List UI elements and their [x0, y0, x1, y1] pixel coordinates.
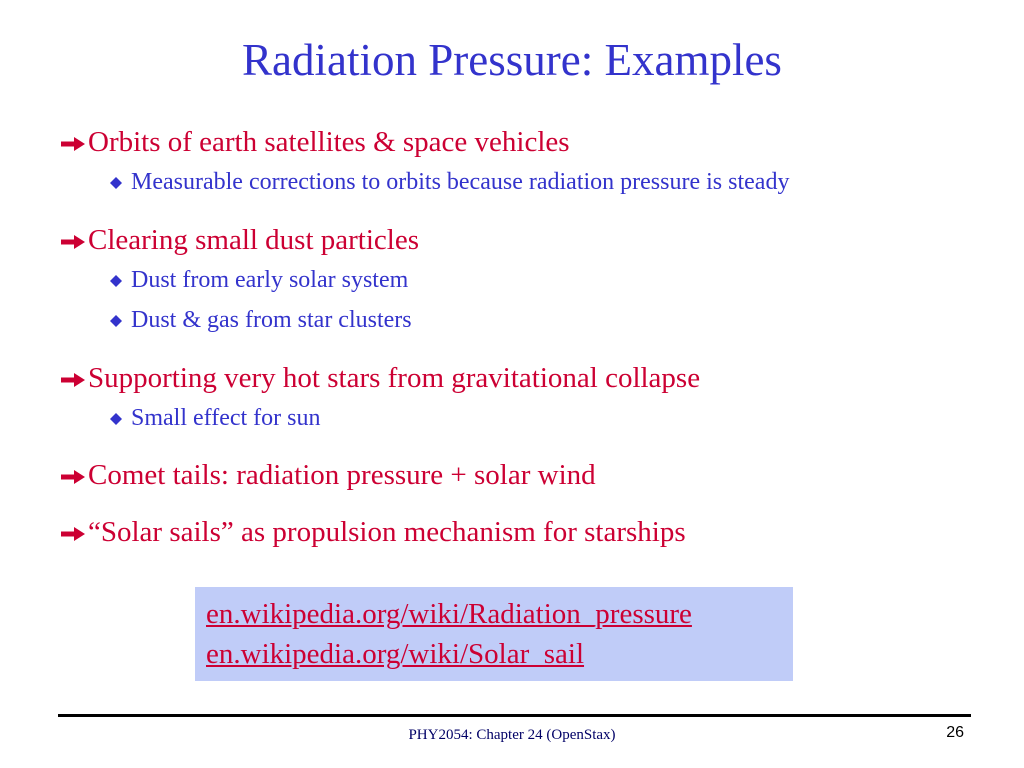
sub-bullet-line: [56, 162, 996, 202]
bullet-text: Comet tails: radiation pressure + solar wind: [88, 459, 596, 491]
reference-links-box: [195, 587, 793, 681]
sub-bullet-text: Measurable corrections to orbits because radiation pressure is steady: [131, 169, 790, 195]
diamond-icon: [110, 413, 122, 425]
bullet-line: [56, 455, 996, 495]
bullet-item-solar-sails: [56, 512, 996, 552]
bullet-text: “Solar sails” as propulsion mechanism for starships: [88, 516, 686, 548]
bullet-line: [56, 358, 996, 398]
diamond-icon: [110, 177, 122, 189]
bullet-item-orbits: [56, 122, 996, 202]
right-arrow-icon: [60, 469, 86, 485]
solar-sail-link[interactable]: en.wikipedia.org/wiki/Solar_sail: [206, 638, 585, 670]
diamond-icon: [110, 275, 122, 287]
bullet-line: [56, 512, 996, 552]
page-number: 26: [946, 724, 964, 741]
bullet-line: [56, 220, 996, 260]
sub-bullet-line: [56, 260, 996, 300]
sub-bullet-line: [56, 398, 996, 438]
diamond-icon: [110, 315, 122, 327]
bullet-text: Orbits of earth satellites & space vehicles: [88, 126, 570, 158]
bullet-item-comet: [56, 455, 996, 495]
sub-bullet-line: [56, 300, 996, 340]
bullet-line: [56, 122, 996, 162]
bullet-item-stars: [56, 358, 996, 438]
right-arrow-icon: [60, 526, 86, 542]
sub-bullet-text: Dust & gas from star clusters: [131, 307, 412, 333]
right-arrow-icon: [60, 372, 86, 388]
bullet-list: [56, 122, 996, 552]
bullet-item-dust: [56, 220, 996, 340]
right-arrow-icon: [60, 136, 86, 152]
sub-bullet-text: Dust from early solar system: [131, 267, 409, 293]
bullet-text: Supporting very hot stars from gravitational collapse: [88, 362, 701, 394]
slide-title: Radiation Pressure: Examples: [242, 35, 782, 85]
radiation-pressure-link[interactable]: en.wikipedia.org/wiki/Radiation_pressure: [206, 598, 692, 630]
bullet-text: Clearing small dust particles: [88, 224, 420, 256]
sub-bullet-text: Small effect for sun: [131, 405, 321, 431]
right-arrow-icon: [60, 234, 86, 250]
footer-course-label: PHY2054: Chapter 24 (OpenStax): [408, 727, 616, 743]
footer-divider: [58, 714, 971, 717]
